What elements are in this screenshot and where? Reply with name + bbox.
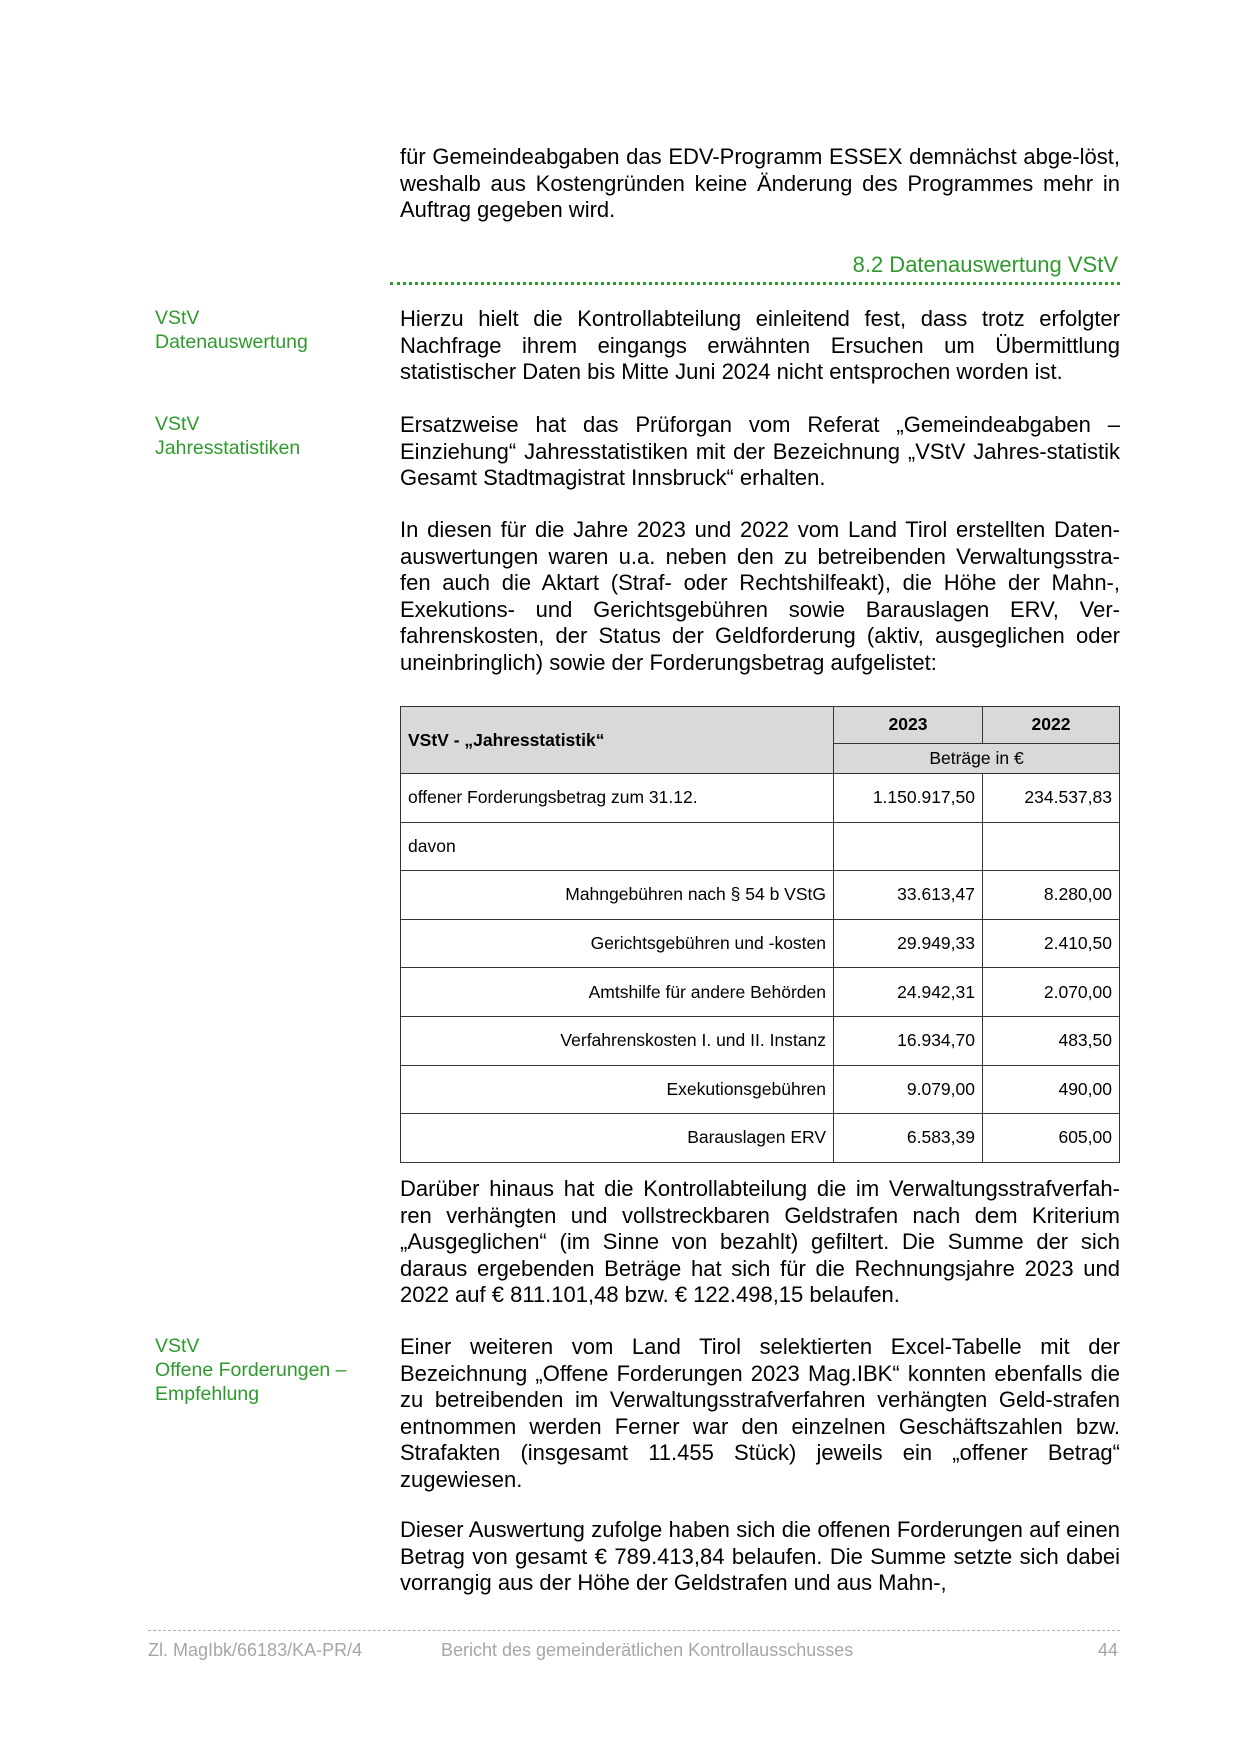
margin-note-jahresstatistiken [155,412,385,460]
value-2022: 490,00 [983,1065,1120,1114]
margin-note-offene-forderungen [155,1334,385,1406]
column-header-2022: 2022 [983,707,1120,744]
value-2022: 2.410,50 [983,919,1120,968]
row-label: Barauslagen ERV [401,1114,834,1163]
table-row [401,1016,1120,1065]
paragraph-3: In diesen für die Jahre 2023 und 2022 vom Land Tirol erstellten Daten-auswertungen waren u.a. neben den zu betreibenden Verwaltungsstra-fen auch die Aktart (Straf- oder Rechtshilfeakt), die Höhe der Mahn-, Exekutions- und Gerichtsgebühren sowie Barauslagen ERV, Ver-fahrenskosten, der Status der Geldforderung (aktiv, ausgeglichen oder uneinbringlich) sowie der Forderungsbetrag aufgelistet: [400,517,1120,675]
table-row [401,1065,1120,1114]
paragraph-4: Darüber hinaus hat die Kontrollabteilung die im Verwaltungsstrafverfah-ren verhängten und vollstreckbaren Geldstrafen nach dem Kriterium „Ausgeglichen“ (im Sinne von bezahlt) gefiltert. Die Summe der sich daraus ergebenden Beträge hat sich für die Rechnungsjahre 2023 und 2022 auf € 811.101,48 bzw. € 122.498,15 belaufen. [400,1176,1120,1307]
value-2023: 6.583,39 [834,1114,983,1163]
table-row [401,1114,1120,1163]
value-2023: 33.613,47 [834,871,983,920]
value-2022: 483,50 [983,1016,1120,1065]
row-label: Exekutionsgebühren [401,1065,834,1114]
value-2022: 234.537,83 [983,774,1120,823]
value-2023: 9.079,00 [834,1065,983,1114]
footer-divider [148,1630,1120,1631]
value-2023: 16.934,70 [834,1016,983,1065]
row-label: offener Forderungsbetrag zum 31.12. [401,774,834,823]
margin-note-line: Offene Forderungen – [155,1359,347,1381]
table-row [401,774,1120,823]
table-row [401,968,1120,1017]
page-number: 44 [1098,1640,1119,1660]
value-2023: 24.942,31 [834,968,983,1017]
value-2023: 1.150.917,50 [834,774,983,823]
section-divider [390,282,1120,285]
top-paragraph: für Gemeindeabgaben das EDV-Programm ESSEX demnächst abge-löst, weshalb aus Kostengründen keine Änderung des Programmes mehr in Auftrag gegeben wird. [400,144,1120,222]
row-label: Gerichtsgebühren und -kosten [401,919,834,968]
margin-note-line: Datenauswertung [155,331,308,353]
table-title: VStV - „Jahresstatistik“ [401,707,834,774]
unit-header: Beträge in € [834,743,1120,773]
row-label: davon [401,822,834,871]
margin-note-line: VStV [155,1335,200,1357]
row-label: Amtshilfe für andere Behörden [401,968,834,1017]
table-row [401,871,1120,920]
paragraph-1: Hierzu hielt die Kontrollabteilung einleitend fest, dass trotz erfolgter Nachfrage ihrem eingangs erwähnten Ersuchen um Übermittlung statistischer Daten bis Mitte Juni 2024 nicht entsprochen worden ist. [400,306,1120,384]
margin-note-line: Empfehlung [155,1383,260,1405]
row-label: Mahngebühren nach § 54 b VStG [401,871,834,920]
table-row [401,919,1120,968]
footer-title: Bericht des gemeinderätlichen Kontrollausschusses [441,1640,854,1660]
footer-reference: Zl. MagIbk/66183/KA-PR/4 [148,1640,363,1660]
value-2023: 29.949,33 [834,919,983,968]
row-label: Verfahrenskosten I. und II. Instanz [401,1016,834,1065]
paragraph-5: Einer weiteren vom Land Tirol selektierten Excel-Tabelle mit der Bezeichnung „Offene Forderungen 2023 Mag.IBK“ konnten ebenfalls die zu betreibenden im Verwaltungsstrafverfahren verhängten Geld-strafen entnommen werden Ferner war den einzelnen Geschäftszahlen bzw. Strafakten (insgesamt 11.455 Stück) jeweils ein „offener Betrag“ zugewiesen. [400,1334,1120,1492]
paragraph-2: Ersatzweise hat das Prüforgan vom Referat „Gemeindeabgaben – Einziehung“ Jahresstatistiken mit der Bezeichnung „VStV Jahres-statistik Gesamt Stadtmagistrat Innsbruck“ erhalten. [400,412,1120,490]
section-heading: 8.2 Datenauswertung VStV [852,252,1118,277]
margin-note-line: Jahresstatistiken [155,437,301,459]
value-2022: 605,00 [983,1114,1120,1163]
column-header-2023: 2023 [834,707,983,744]
value-2022: 8.280,00 [983,871,1120,920]
margin-note-datenauswertung [155,306,385,354]
annual-statistics-table [400,706,1120,1163]
margin-note-line: VStV [155,413,200,435]
value-2022 [983,822,1120,871]
paragraph-6: Dieser Auswertung zufolge haben sich die offenen Forderungen auf einen Betrag von gesamt € 789.413,84 belaufen. Die Summe setzte sich dabei vorrangig aus der Höhe der Geldstrafen und aus Mahn-, [400,1517,1120,1595]
value-2023 [834,822,983,871]
margin-note-line: VStV [155,307,200,329]
table-row [401,822,1120,871]
value-2022: 2.070,00 [983,968,1120,1017]
